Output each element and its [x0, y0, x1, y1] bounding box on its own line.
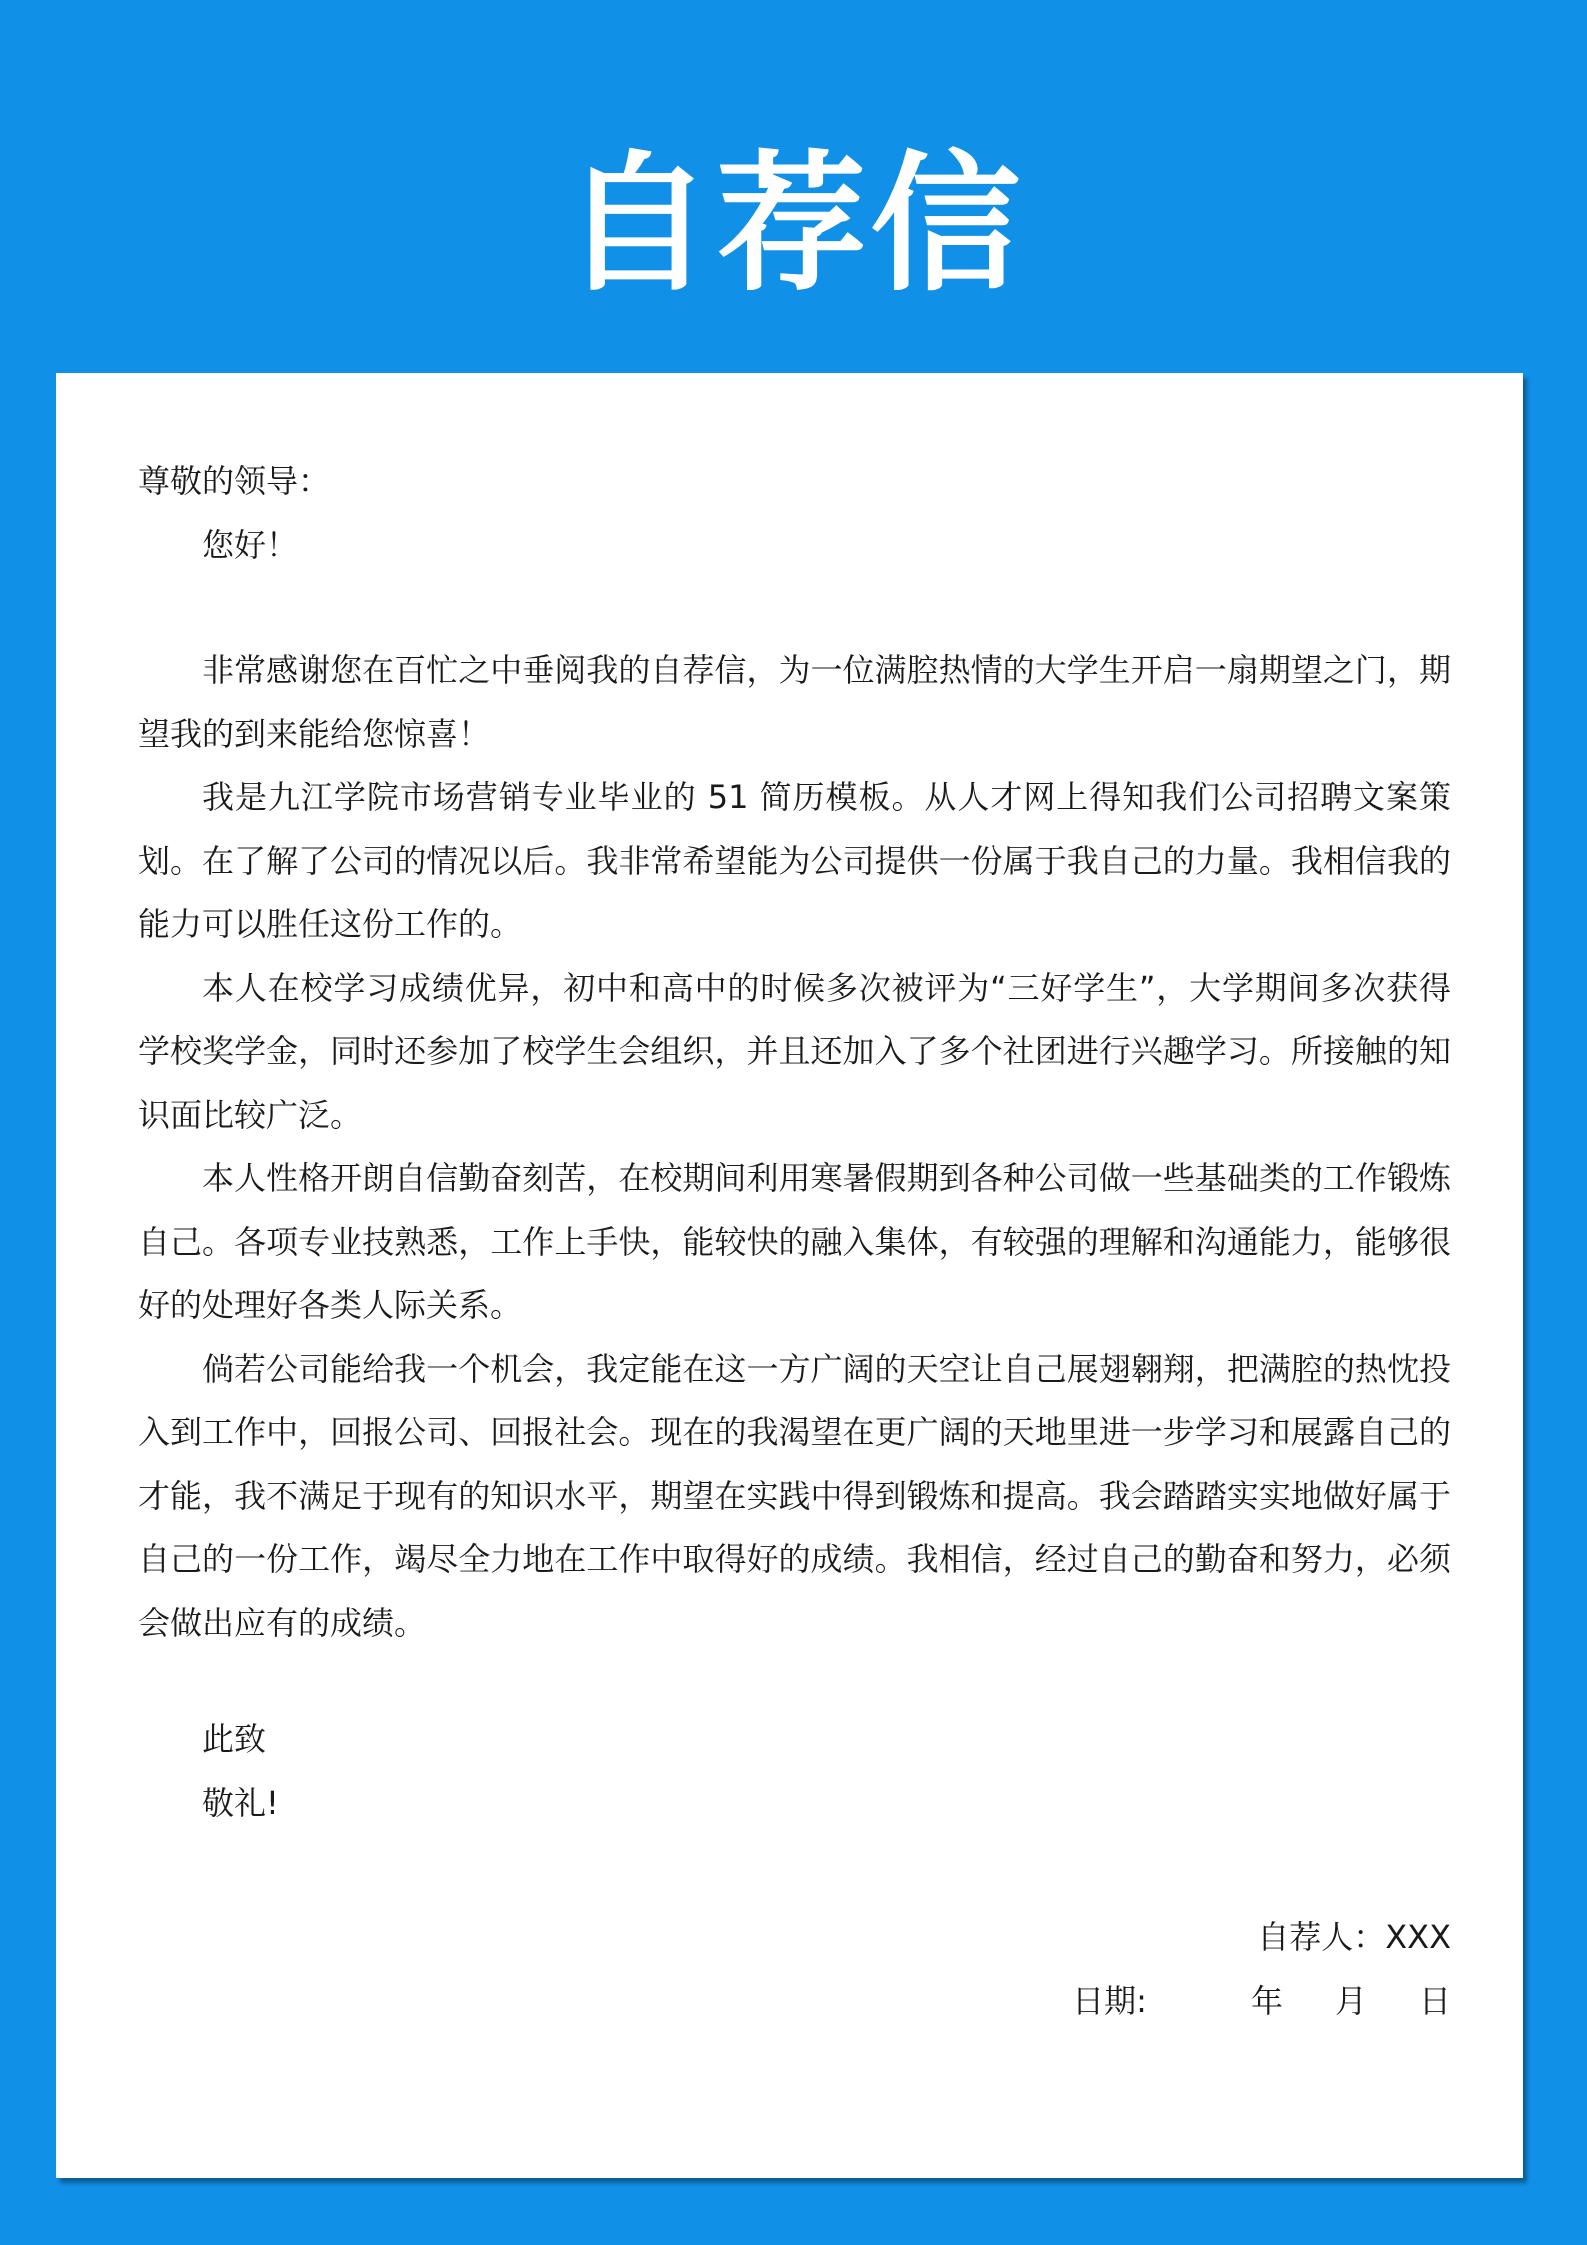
date-month: 月: [1334, 1982, 1367, 2020]
salutation-block: [138, 449, 1451, 577]
body-paragraph: 本人性格开朗自信勤奋刻苦，在校期间利用寒暑假期到各种公司做一些基础类的工作锻炼自己。各项专业技熟悉，工作上手快，能较快的融入集体，有较强的理解和沟通能力，能够很好的处理好各类人际关系。: [138, 1159, 1451, 1324]
page-title: 自荐信: [562, 138, 1025, 312]
signer-line: 自荐人：XXX: [1257, 1918, 1451, 1956]
body-paragraph: 我是九江学院市场营销专业毕业的 51 简历模板。从人才网上得知我们公司招聘文案策划。在了解了公司的情况以后。我非常希望能为公司提供一份属于我自己的力量。我相信我的能力可以胜任这份工作的。: [138, 778, 1451, 943]
greeting: 您好！: [202, 526, 299, 564]
date-label: 日期:: [1072, 1982, 1147, 2020]
body-paragraph: 非常感谢您在百忙之中垂阅我的自荐信，为一位满腔热情的大学生开启一扇期望之门，期望我的到来能给您惊喜！: [138, 651, 1451, 753]
closing-line-1: 此致: [202, 1720, 267, 1758]
body-paragraph: 倘若公司能给我一个机会，我定能在这一方广阔的天空让自己展翅翱翔，把满腔的热忱投入到工作中，回报公司、回报社会。现在的我渴望在更广阔的天地里进一步学习和展露自己的才能，我不满足于现有的知识水平，期望在实践中得到锻炼和提高。我会踏踏实实地做好属于自己的一份工作，竭尽全力地在工作中取得好的成绩。我相信，经过自己的勤奋和努力，必须会做出应有的成绩。: [138, 1349, 1451, 1642]
signature-block: [138, 1905, 1451, 2033]
date-year: 年: [1250, 1982, 1283, 2020]
date-day: 日: [1418, 1982, 1451, 2020]
closing-block: [138, 1707, 1451, 1835]
closing-line-2: 敬礼!: [202, 1784, 279, 1822]
salutation: 尊敬的领导：: [138, 462, 331, 500]
body-paragraph: 本人在校学习成绩优异，初中和高中的时候多次被评为“三好学生”，大学期间多次获得学校奖学金，同时还参加了校学生会组织，并且还加入了多个社团进行兴趣学习。所接触的知识面比较广泛。: [138, 968, 1451, 1134]
date-line: [138, 1969, 1451, 2033]
letter-body: [138, 639, 1451, 1655]
letter-card: [56, 373, 1523, 2178]
